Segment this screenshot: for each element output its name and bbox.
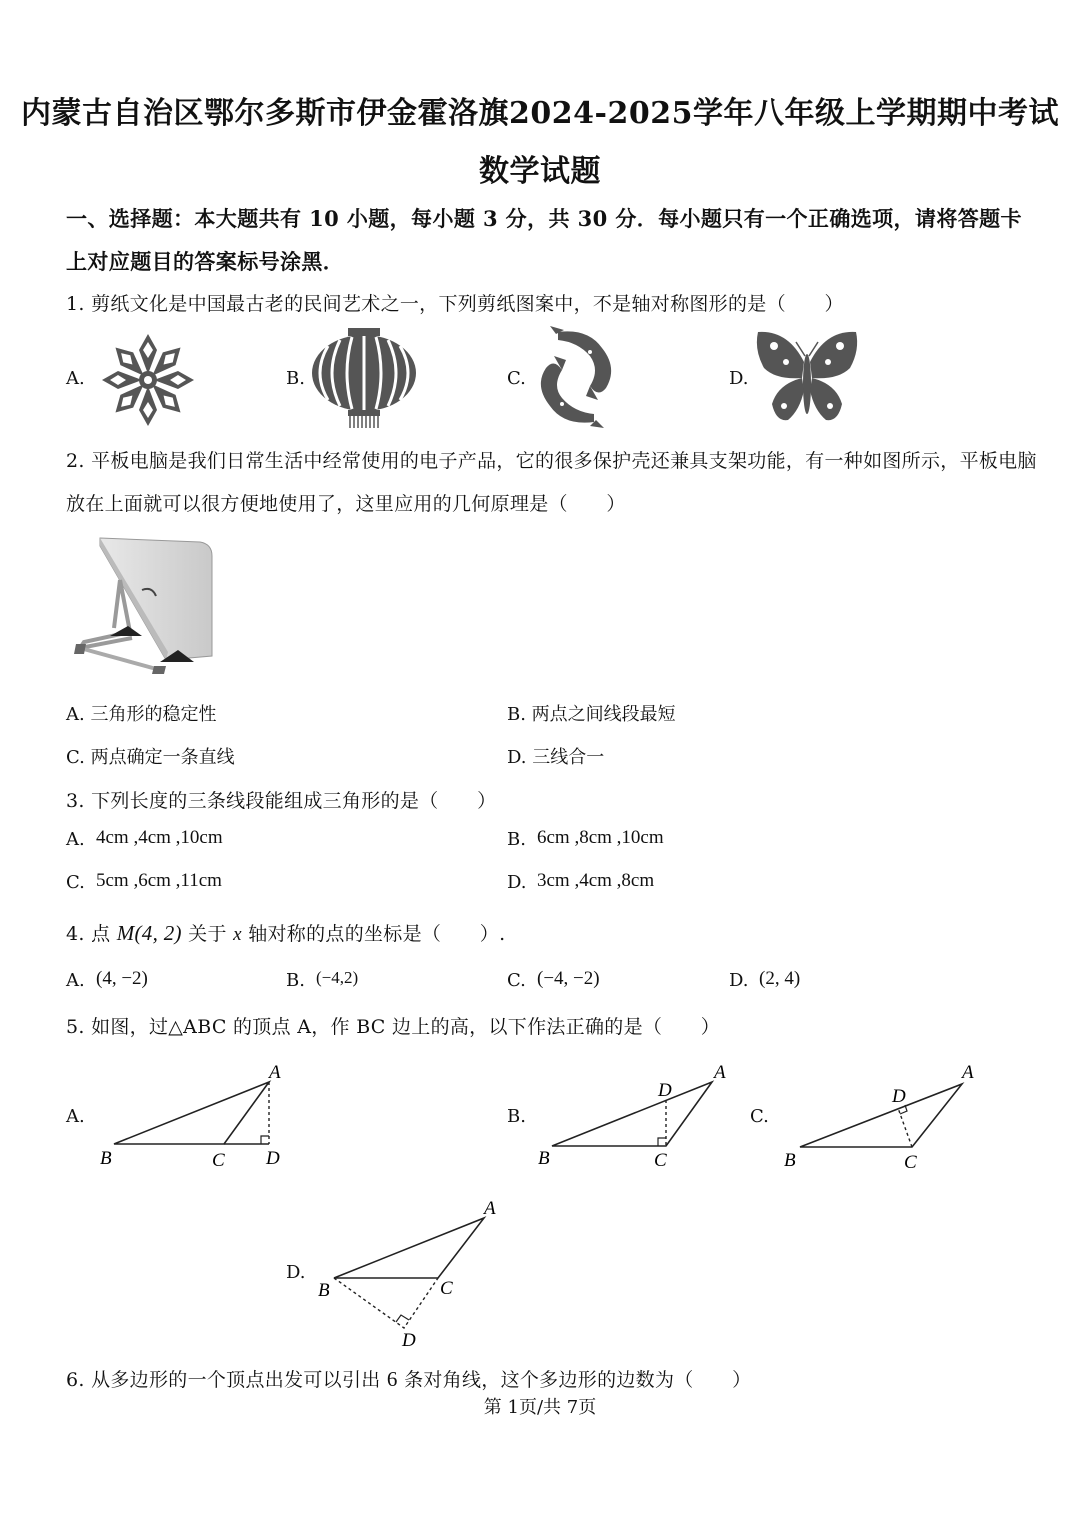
q2-option-c: C. 两点确定一条直线 <box>66 747 235 768</box>
question-6-stem <box>66 1365 751 1392</box>
question-4-stem <box>66 919 505 946</box>
q5-option-d-label: D. <box>286 1262 306 1283</box>
q5-triangle-b-figure <box>532 1058 742 1173</box>
q5-triangle-c-figure <box>776 1058 996 1176</box>
q5a-label-b: B <box>100 1148 112 1169</box>
q4-option-b-value: (−4,2) <box>316 968 359 987</box>
q1-option-d-label: D. <box>729 368 749 389</box>
q5b-label-a: A <box>714 1062 726 1083</box>
snowflake-papercut-image <box>92 330 204 430</box>
q5d-label-d: D <box>402 1330 416 1351</box>
exam-title-line2: 数学试题 <box>479 154 601 189</box>
q5a-label-c: C <box>212 1150 225 1171</box>
q3-option-a-letter: A. <box>66 829 85 850</box>
q3-option-c-letter: C. <box>66 872 85 893</box>
q5-option-c-label: C. <box>750 1106 769 1127</box>
q5a-label-a: A <box>269 1062 281 1083</box>
q5c-label-a: A <box>962 1062 974 1083</box>
exam-title-line1: 内蒙古自治区鄂尔多斯市伊金霍洛旗2024-2025学年八年级上学期期中考试 <box>21 96 1059 131</box>
q3-option-b-letter: B. <box>507 829 526 850</box>
q3-option-a-value: 4cm ,4cm ,10cm <box>96 827 223 848</box>
q5d-label-b: B <box>318 1280 330 1301</box>
q6-stem-before: 6. 从多边形的一个顶点出发可以引出 <box>66 1369 381 1391</box>
q4-suffix: 轴对称的点的坐标是（ ）. <box>248 923 506 945</box>
q5c-label-d: D <box>892 1086 906 1107</box>
tablet-stand-image <box>70 532 220 674</box>
q3-option-c-value: 5cm ,6cm ,11cm <box>96 870 222 891</box>
q3-option-d-letter: D. <box>507 872 527 893</box>
q6-stem-after: 条对角线，这个多边形的边数为（ ） <box>404 1369 752 1391</box>
q2-option-a: A. 三角形的稳定性 <box>66 704 217 725</box>
q5b-label-c: C <box>654 1150 667 1171</box>
q4-option-d-value: (2, 4) <box>759 968 801 989</box>
q4-prefix: 4. 点 <box>66 923 111 945</box>
q4-option-c-value: (−4, −2) <box>537 968 600 989</box>
q4-axis: x <box>233 924 242 945</box>
q4-option-a-value: (4, −2) <box>96 968 148 989</box>
q2-option-d: D. 三线合一 <box>507 747 605 768</box>
q3-option-d-value: 3cm ,4cm ,8cm <box>537 870 655 891</box>
q5b-label-b: B <box>538 1148 550 1169</box>
q5c-label-b: B <box>784 1150 796 1171</box>
q4-option-a-letter: A. <box>66 970 85 991</box>
question-3-stem: 3. 下列长度的三条线段能组成三角形的是（ ） <box>66 790 497 812</box>
q1-option-c-label: C. <box>507 368 526 389</box>
section-heading-line1: 一、选择题：本大题共有 10 小题，每小题 3 分，共 30 分．每小题只有一个正确选项，请将答题卡 <box>66 206 1022 231</box>
q4-option-d-letter: D. <box>729 970 749 991</box>
q2-option-b: B. 两点之间线段最短 <box>507 704 676 725</box>
q1-option-a-label: A. <box>66 368 85 389</box>
koi-fish-papercut-image <box>528 326 624 430</box>
q5-triangle-a-figure <box>90 1058 300 1173</box>
section-heading-line2: 上对应题目的答案标号涂黑． <box>66 249 345 274</box>
q5d-label-c: C <box>440 1278 453 1299</box>
question-2-stem-line1: 2. 平板电脑是我们日常生活中经常使用的电子产品，它的很多保护壳还兼具支架功能，有一种如图所示，平板电脑 <box>66 450 1037 472</box>
q3-option-b-value: 6cm ,8cm ,10cm <box>537 827 664 848</box>
q6-number: 6 <box>386 1367 398 1391</box>
question-1-stem: 1. 剪纸文化是中国最古老的民间艺术之一，下列剪纸图案中，不是轴对称图形的是（ ） <box>66 293 844 315</box>
q5c-label-c: C <box>904 1152 917 1173</box>
question-5-stem: 5. 如图，过△ABC 的顶点 A，作 BC 边上的高，以下作法正确的是（ ） <box>66 1016 721 1038</box>
q5-triangle-d-figure <box>312 1196 522 1352</box>
q4-middle: 关于 <box>188 923 227 945</box>
butterfly-papercut-image <box>752 328 862 430</box>
q5-option-b-label: B. <box>507 1106 526 1127</box>
q4-option-b-letter: B. <box>286 970 305 991</box>
lantern-papercut-image <box>310 326 418 430</box>
q5-option-a-label: A. <box>66 1106 85 1127</box>
q5d-label-a: A <box>484 1198 496 1219</box>
q5b-label-d: D <box>658 1080 672 1101</box>
page-footer: 第 1页/共 7页 <box>483 1397 597 1418</box>
q5a-label-d: D <box>266 1148 280 1169</box>
q4-option-c-letter: C. <box>507 970 526 991</box>
question-2-stem-line2: 放在上面就可以很方便地使用了，这里应用的几何原理是（ ） <box>66 493 626 515</box>
q1-option-b-label: B. <box>286 368 305 389</box>
q4-point: M(4, 2) <box>116 921 182 945</box>
